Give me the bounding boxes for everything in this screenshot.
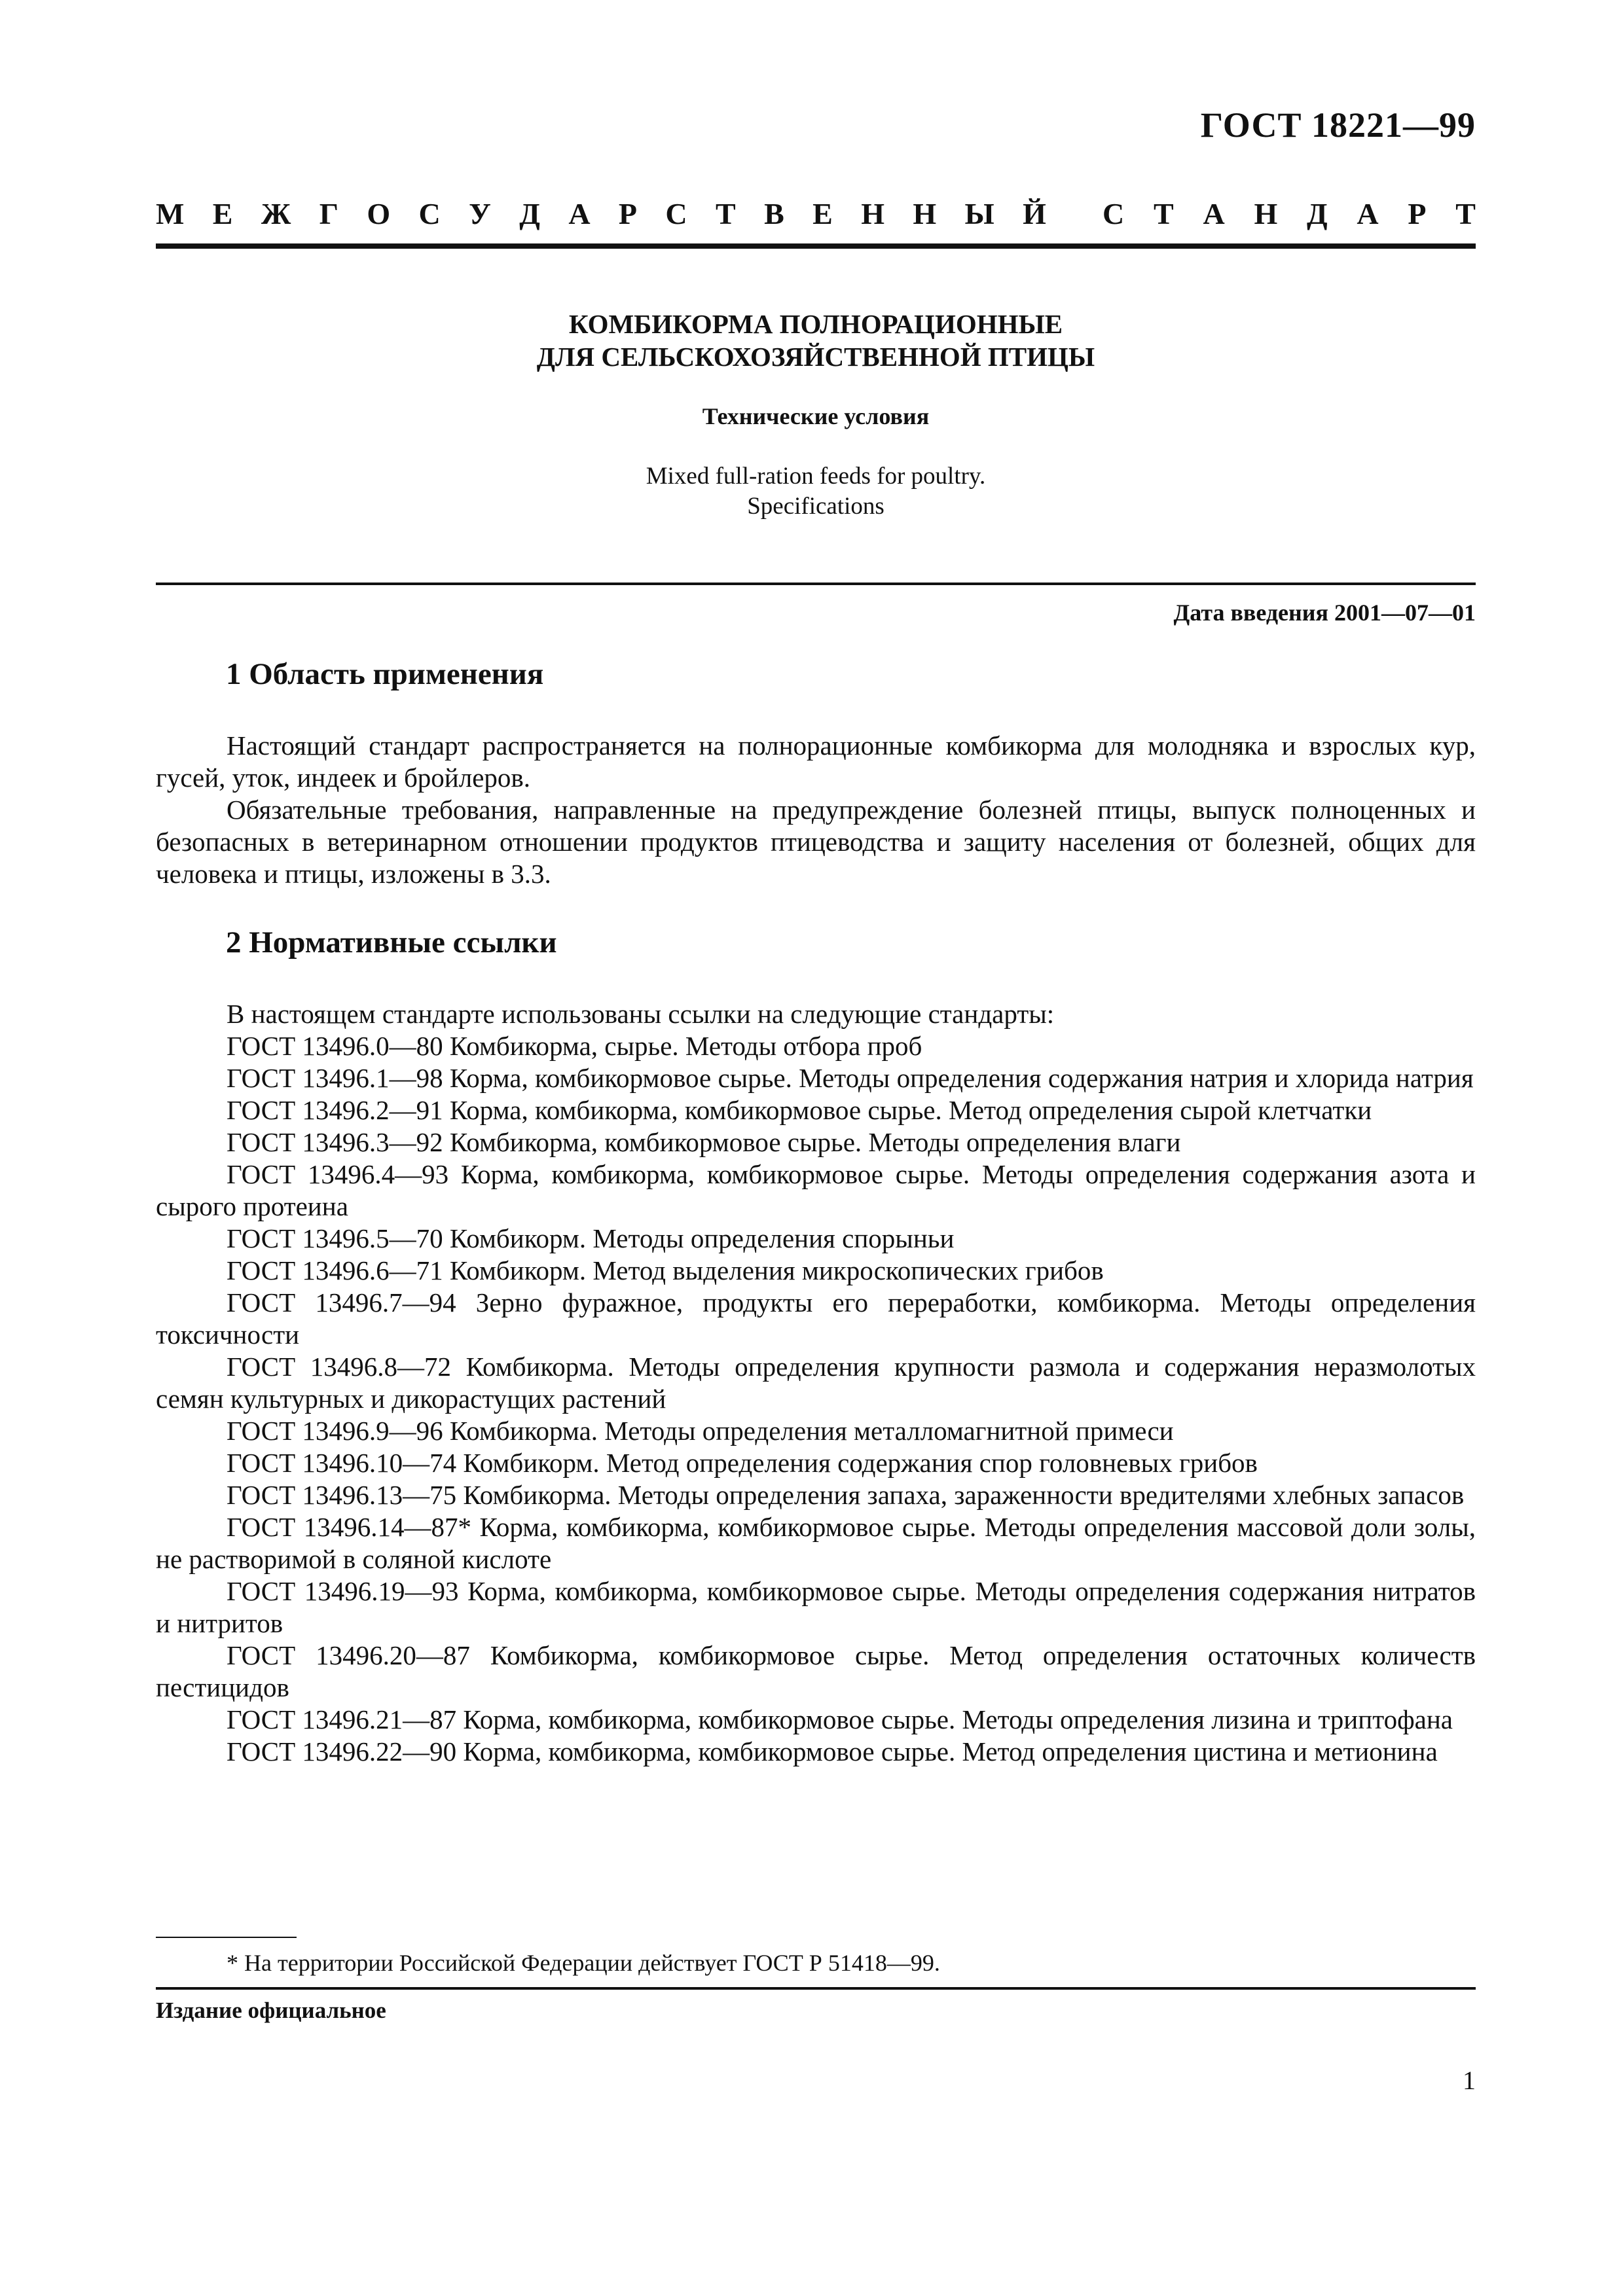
header-rule [156,243,1476,249]
banner-letter: Н [1254,197,1278,230]
banner-letter: О [367,197,391,230]
section-body-references [156,998,1476,1768]
banner-word-interstate [156,196,1046,231]
english-title-line: Specifications [747,493,884,520]
banner-letter: Р [1408,197,1427,230]
banner-letter: Т [1154,197,1174,230]
paragraph: Настоящий стандарт распространяется на полнорационные комбикорма для молодняка и взрослых кур, гусей, уток, индеек и бройлеров. [156,730,1476,793]
reference-item: ГОСТ 13496.5—70 Комбикорм. Методы определения спорыньи [227,1223,955,1253]
reference-item: ГОСТ 13496.0—80 Комбикорма, сырье. Методы отбора проб [227,1031,922,1061]
banner-letter: А [1357,197,1379,230]
reference-item: ГОСТ 13496.9—96 Комбикорма. Методы определения металломагнитной примеси [227,1416,1174,1446]
english-title [156,461,1476,522]
reference-item: ГОСТ 13496.3—92 Комбикорма, комбикормовое сырье. Методы определения влаги [227,1127,1181,1157]
footnote: * На территории Российской Федерации действует ГОСТ Р 51418—99. [227,1950,940,1976]
reference-item: ГОСТ 13496.1—98 Корма, комбикормовое сырье. Методы определения содержания натрия и хлорида натрия [227,1063,1474,1093]
banner-letter: Ж [261,197,291,230]
reference-item: ГОСТ 13496.19—93 Корма, комбикорма, комбикормовое сырье. Методы определения содержания нитратов и нитритов [156,1576,1476,1638]
title-line: КОМБИКОРМА ПОЛНОРАЦИОННЫЕ [568,309,1063,339]
banner-letter: Е [812,197,833,230]
title-rule [156,583,1476,585]
reference-item: ГОСТ 13496.20—87 Комбикорма, комбикормовое сырье. Метод определения остаточных количеств пестицидов [156,1640,1476,1702]
paragraph: Обязательные требования, направленные на предупреждение болезней птицы, выпуск полноценных и безопасных в ветеринарном отношении продуктов птицеводства и защиту населения от болезней, общих для человека и птицы, изложены в 3.3. [156,795,1476,889]
banner-letter: Т [716,197,736,230]
banner-letter: А [1203,197,1225,230]
banner-letter: Н [913,197,937,230]
reference-item: ГОСТ 13496.21—87 Корма, комбикорма, комбикормовое сырье. Методы определения лизина и триптофана [227,1704,1453,1734]
footer-rule [156,1987,1476,1990]
reference-item: ГОСТ 13496.8—72 Комбикорма. Методы определения крупности размола и содержания неразмолотых семян культурных и дикорастущих растений [156,1352,1476,1414]
reference-item: ГОСТ 13496.6—71 Комбикорм. Метод выделения микроскопических грибов [227,1255,1104,1285]
section-heading-scope: 1 Область применения [226,657,544,691]
banner-word-standard [1103,196,1476,231]
reference-item: ГОСТ 13496.7—94 Зерно фуражное, продукты его переработки, комбикорма. Методы определения токсичности [156,1287,1476,1350]
banner-letter: Й [1023,197,1046,230]
banner-letter: С [665,197,687,230]
reference-item: ГОСТ 13496.2—91 Корма, комбикорма, комбикормовое сырье. Метод определения сырой клетчатки [227,1095,1372,1125]
footnote-rule [156,1937,297,1938]
banner-letter: Е [212,197,233,230]
banner-letter: Н [861,197,884,230]
page-number: 1 [1463,2066,1476,2095]
banner-letter: Г [319,197,338,230]
document-title [156,308,1476,373]
banner-letter: С [1103,197,1125,230]
document-code: ГОСТ 18221—99 [1200,105,1476,145]
reference-item: ГОСТ 13496.4—93 Корма, комбикорма, комбикормовое сырье. Методы определения содержания азота и сырого протеина [156,1159,1476,1221]
reference-item: ГОСТ 13496.10—74 Комбикорм. Метод определения содержания спор головневых грибов [227,1448,1258,1478]
paragraph: В настоящем стандарте использованы ссылки на следующие стандарты: [227,999,1055,1029]
banner-letter: Д [1307,197,1328,230]
banner-letter: М [156,197,185,230]
title-line: ДЛЯ СЕЛЬСКОХОЗЯЙСТВЕННОЙ ПТИЦЫ [536,342,1095,372]
section-body-scope [156,730,1476,890]
banner-letter: В [764,197,784,230]
banner-letter: Д [519,197,540,230]
document-subtitle: Технические условия [702,403,930,429]
banner-letter: Ы [964,197,994,230]
reference-item: ГОСТ 13496.22—90 Корма, комбикорма, комбикормовое сырье. Метод определения цистина и метионина [227,1736,1438,1767]
banner-letter: Р [618,197,638,230]
banner-letter: У [469,197,491,230]
reference-item: ГОСТ 13496.14—87* Корма, комбикорма, комбикормовое сырье. Методы определения массовой доли золы, не растворимой в соляной кислоте [156,1512,1476,1574]
banner-letter: Т [1455,197,1476,230]
standard-banner [156,196,1476,231]
english-title-line: Mixed full-ration feeds for poultry. [646,463,986,490]
section-heading-references: 2 Нормативные ссылки [226,925,557,960]
banner-letter: А [568,197,591,230]
banner-letter: С [418,197,441,230]
introduction-date: Дата введения 2001—07—01 [1173,600,1476,626]
reference-item: ГОСТ 13496.13—75 Комбикорма. Методы определения запаха, зараженности вредителями хлебных запасов [227,1480,1465,1510]
edition-label: Издание официальное [156,1998,386,2023]
